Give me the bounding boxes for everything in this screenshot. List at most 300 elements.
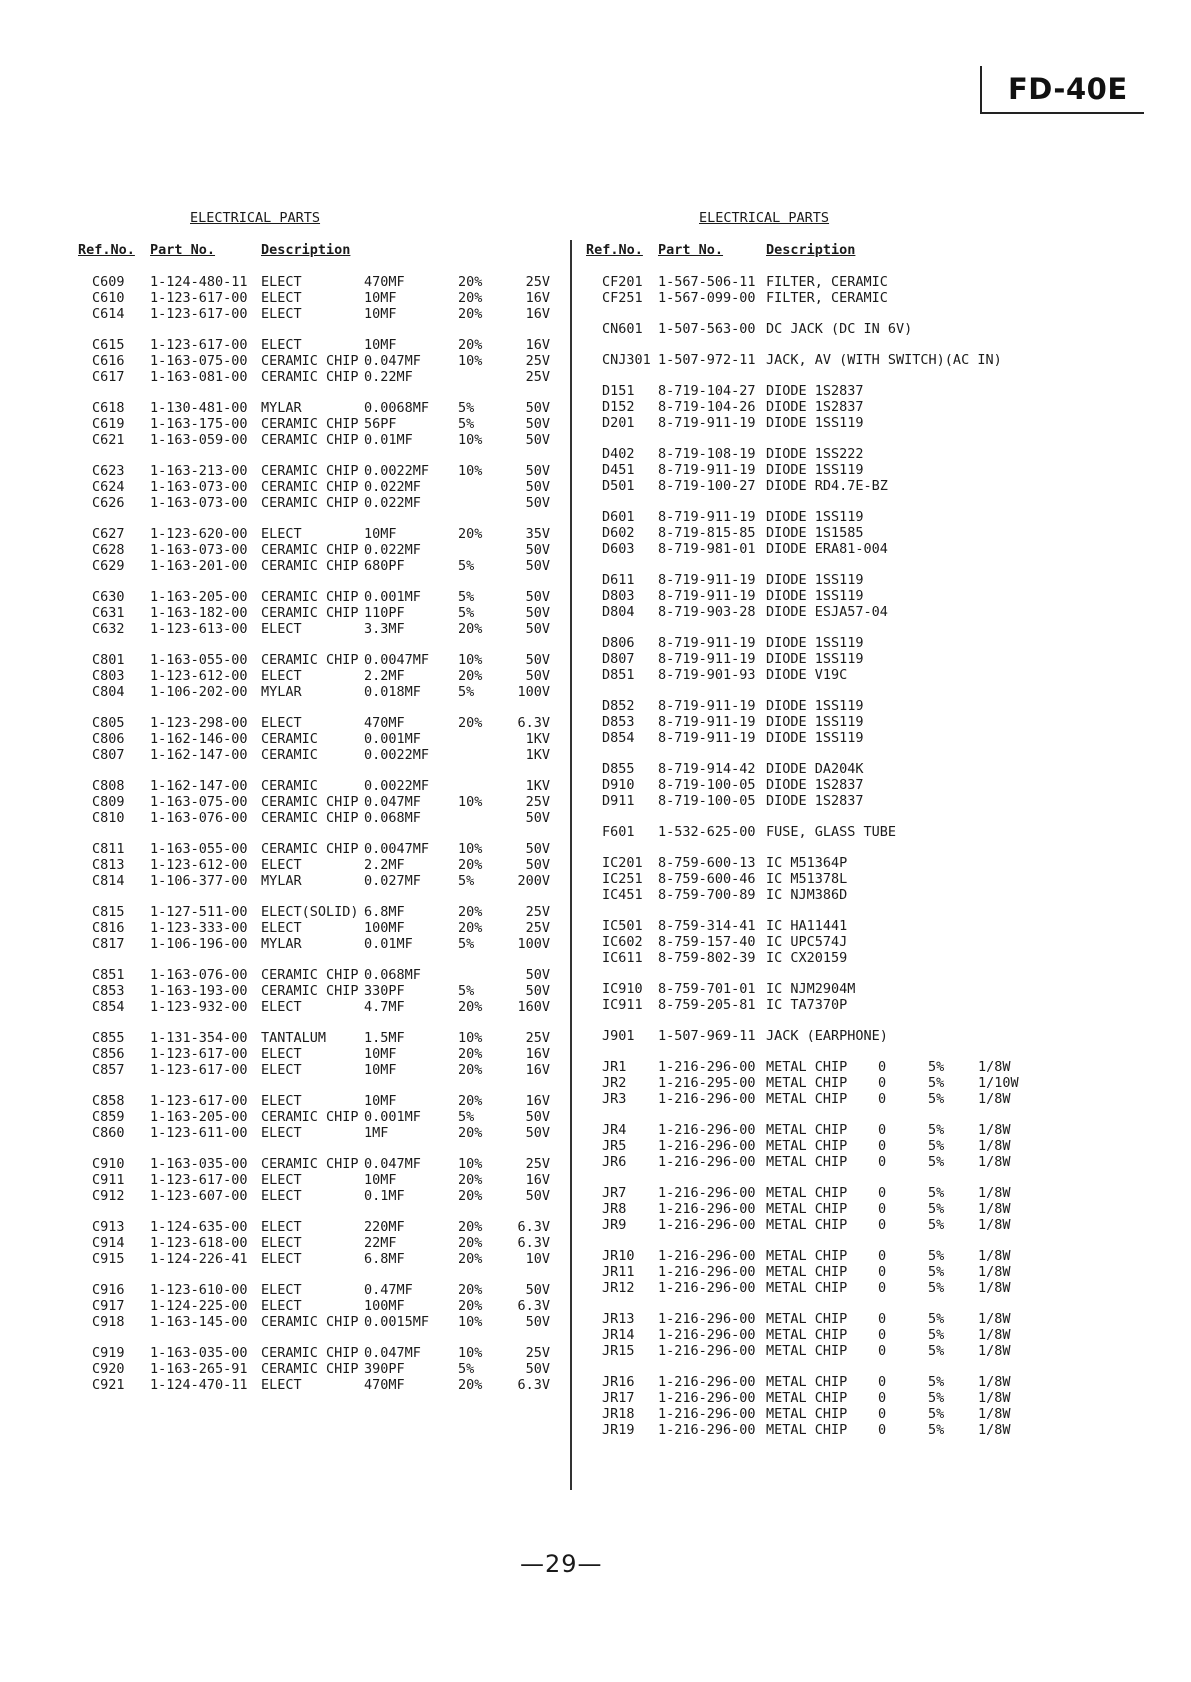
tolerance: 5% [928, 1374, 945, 1390]
part-no: 1-163-035-00 [150, 1156, 248, 1172]
ref-no: C617 [92, 369, 125, 385]
parts-row [78, 1251, 578, 1267]
right-parts-list [586, 274, 1126, 1453]
parts-group [586, 1374, 1126, 1438]
description: JACK, AV (WITH SWITCH)(AC IN) [766, 352, 1002, 368]
tolerance: 20% [458, 1251, 483, 1267]
part-no: 1-216-296-00 [658, 1264, 756, 1280]
tolerance: 20% [458, 1172, 483, 1188]
tolerance: 20% [458, 274, 483, 290]
part-no: 8-719-104-26 [658, 399, 756, 415]
voltage: 25V [525, 920, 550, 936]
part-no: 1-123-618-00 [150, 1235, 248, 1251]
ref-no: C629 [92, 558, 125, 574]
part-no: 8-719-911-19 [658, 698, 756, 714]
part-no: 1-123-613-00 [150, 621, 248, 637]
voltage: 100V [517, 936, 550, 952]
parts-group [586, 981, 1126, 1013]
ref-no: JR19 [602, 1422, 635, 1438]
voltage: 50V [525, 983, 550, 999]
part-no: 1-216-296-00 [658, 1374, 756, 1390]
parts-row [78, 479, 578, 495]
power: 1/8W [978, 1248, 1011, 1264]
tolerance: 5% [928, 1075, 945, 1091]
part-no: 1-123-620-00 [150, 526, 248, 542]
part-no: 8-719-911-19 [658, 509, 756, 525]
right-column-headers [586, 242, 1126, 262]
power: 1/8W [978, 1154, 1011, 1170]
parts-row [78, 1377, 578, 1393]
power: 1/8W [978, 1122, 1011, 1138]
tolerance: 20% [458, 1093, 483, 1109]
ref-no: C813 [92, 857, 125, 873]
description: CERAMIC CHIP [261, 652, 359, 668]
part-no: 1-216-296-00 [658, 1390, 756, 1406]
value: 10MF [364, 290, 397, 306]
tolerance: 5% [928, 1422, 945, 1438]
parts-row [78, 1156, 578, 1172]
tolerance: 5% [928, 1138, 945, 1154]
part-no: 1-216-296-00 [658, 1280, 756, 1296]
ref-no: C921 [92, 1377, 125, 1393]
voltage: 50V [525, 400, 550, 416]
part-no: 1-127-511-00 [150, 904, 248, 920]
part-no: 1-123-607-00 [150, 1188, 248, 1204]
description: DIODE 1SS119 [766, 415, 864, 431]
description: METAL CHIP [766, 1311, 848, 1327]
resistance: 0 [878, 1343, 887, 1359]
part-no: 8-759-157-40 [658, 934, 756, 950]
parts-row [586, 1406, 1126, 1422]
ref-no: C860 [92, 1125, 125, 1141]
parts-row [586, 399, 1126, 415]
power: 1/8W [978, 1327, 1011, 1343]
column-divider [570, 240, 572, 1490]
description: METAL CHIP [766, 1138, 848, 1154]
description: DIODE 1SS119 [766, 698, 864, 714]
ref-no: JR8 [602, 1201, 627, 1217]
description: DIODE 1SS222 [766, 446, 864, 462]
ref-no: D803 [602, 588, 635, 604]
part-no: 8-719-911-19 [658, 714, 756, 730]
part-no: 8-719-108-19 [658, 446, 756, 462]
description: ELECT [261, 1093, 302, 1109]
value: 680PF [364, 558, 405, 574]
part-no: 1-216-296-00 [658, 1138, 756, 1154]
description: DIODE 1SS119 [766, 462, 864, 478]
voltage: 1KV [525, 778, 550, 794]
part-no: 1-163-205-00 [150, 1109, 248, 1125]
value: 0.1MF [364, 1188, 405, 1204]
ref-no: C623 [92, 463, 125, 479]
part-no: 8-759-600-46 [658, 871, 756, 887]
parts-group [586, 509, 1126, 557]
description: ELECT [261, 274, 302, 290]
ref-no: C630 [92, 589, 125, 605]
parts-row [78, 1345, 578, 1361]
part-no: 8-719-903-28 [658, 604, 756, 620]
description: DIODE 1SS119 [766, 509, 864, 525]
description: IC NJM2904M [766, 981, 856, 997]
description: CERAMIC CHIP [261, 1361, 359, 1377]
parts-group [78, 967, 578, 1015]
tolerance: 5% [458, 1361, 475, 1377]
right-section-title: ELECTRICAL PARTS [699, 210, 830, 226]
value: 470MF [364, 715, 405, 731]
part-no: 1-163-073-00 [150, 542, 248, 558]
description: CERAMIC CHIP [261, 353, 359, 369]
voltage: 50V [525, 810, 550, 826]
description: CERAMIC CHIP [261, 369, 359, 385]
part-no: 8-719-911-19 [658, 651, 756, 667]
part-no: 1-163-076-00 [150, 967, 248, 983]
tolerance: 10% [458, 432, 483, 448]
description: CERAMIC CHIP [261, 542, 359, 558]
parts-group [586, 572, 1126, 620]
tolerance: 5% [928, 1390, 945, 1406]
voltage: 6.3V [517, 715, 550, 731]
description: DIODE 1SS119 [766, 651, 864, 667]
description-header: Description [261, 242, 351, 258]
ref-no: J901 [602, 1028, 635, 1044]
description: CERAMIC CHIP [261, 589, 359, 605]
description: METAL CHIP [766, 1422, 848, 1438]
parts-group [586, 1311, 1126, 1359]
ref-no: D611 [602, 572, 635, 588]
resistance: 0 [878, 1217, 887, 1233]
voltage: 50V [525, 668, 550, 684]
ref-no: C621 [92, 432, 125, 448]
voltage: 50V [525, 1109, 550, 1125]
value: 2.2MF [364, 668, 405, 684]
description: DIODE 1SS119 [766, 588, 864, 604]
part-no: 1-124-635-00 [150, 1219, 248, 1235]
parts-row [78, 1093, 578, 1109]
ref-no: C628 [92, 542, 125, 558]
value: 0.01MF [364, 432, 413, 448]
ref-no: D151 [602, 383, 635, 399]
ref-no: C858 [92, 1093, 125, 1109]
power: 1/8W [978, 1059, 1011, 1075]
value: 0.047MF [364, 353, 421, 369]
description: CERAMIC CHIP [261, 558, 359, 574]
parts-group [586, 824, 1126, 840]
part-no: 1-216-296-00 [658, 1185, 756, 1201]
voltage: 50V [525, 463, 550, 479]
parts-row [586, 1091, 1126, 1107]
tolerance: 10% [458, 353, 483, 369]
tolerance: 5% [928, 1185, 945, 1201]
ref-no: CNJ301 [602, 352, 651, 368]
description: ELECT [261, 1219, 302, 1235]
ref-no: C809 [92, 794, 125, 810]
parts-row [586, 918, 1126, 934]
description: IC HA11441 [766, 918, 848, 934]
parts-row [78, 967, 578, 983]
tolerance: 5% [928, 1311, 945, 1327]
value: 100MF [364, 920, 405, 936]
voltage: 50V [525, 542, 550, 558]
description: IC UPC574J [766, 934, 848, 950]
part-no: 8-719-911-19 [658, 415, 756, 431]
ref-no: C817 [92, 936, 125, 952]
part-no: 1-216-296-00 [658, 1248, 756, 1264]
description: METAL CHIP [766, 1075, 848, 1091]
tolerance: 5% [928, 1217, 945, 1233]
tolerance: 10% [458, 652, 483, 668]
description: ELECT [261, 1046, 302, 1062]
description: ELECT [261, 1251, 302, 1267]
ref-no: C808 [92, 778, 125, 794]
ref-no: D602 [602, 525, 635, 541]
tolerance: 20% [458, 1235, 483, 1251]
parts-row [78, 621, 578, 637]
parts-row [78, 999, 578, 1015]
voltage: 50V [525, 967, 550, 983]
part-no: 1-124-470-11 [150, 1377, 248, 1393]
description: ELECT [261, 526, 302, 542]
description: ELECT [261, 1125, 302, 1141]
part-no: 1-123-617-00 [150, 337, 248, 353]
ref-no: C910 [92, 1156, 125, 1172]
value: 0.068MF [364, 810, 421, 826]
resistance: 0 [878, 1280, 887, 1296]
voltage: 50V [525, 1188, 550, 1204]
part-no: 1-216-296-00 [658, 1311, 756, 1327]
parts-row [78, 1172, 578, 1188]
parts-group [78, 715, 578, 763]
ref-no: F601 [602, 824, 635, 840]
description: DIODE 1S2837 [766, 399, 864, 415]
voltage: 10V [525, 1251, 550, 1267]
value: 3.3MF [364, 621, 405, 637]
parts-group [586, 1248, 1126, 1296]
ref-no: D501 [602, 478, 635, 494]
description: METAL CHIP [766, 1059, 848, 1075]
ref-no: D201 [602, 415, 635, 431]
part-no: 1-163-182-00 [150, 605, 248, 621]
part-no: 1-216-296-00 [658, 1201, 756, 1217]
parts-group [78, 1282, 578, 1330]
tolerance: 20% [458, 1282, 483, 1298]
resistance: 0 [878, 1327, 887, 1343]
parts-group [586, 1028, 1126, 1044]
ref-no: JR12 [602, 1280, 635, 1296]
description: METAL CHIP [766, 1201, 848, 1217]
description: ELECT(SOLID) [261, 904, 359, 920]
voltage: 50V [525, 416, 550, 432]
ref-no: C803 [92, 668, 125, 684]
ref-no: JR14 [602, 1327, 635, 1343]
parts-row [586, 462, 1126, 478]
ref-no: C857 [92, 1062, 125, 1078]
description: FILTER, CERAMIC [766, 290, 888, 306]
parts-row [78, 1235, 578, 1251]
description: CERAMIC [261, 731, 318, 747]
tolerance: 5% [458, 605, 475, 621]
resistance: 0 [878, 1248, 887, 1264]
voltage: 1KV [525, 747, 550, 763]
part-no: 1-123-333-00 [150, 920, 248, 936]
part-no: 1-216-296-00 [658, 1327, 756, 1343]
description: ELECT [261, 857, 302, 873]
part-no: 1-163-175-00 [150, 416, 248, 432]
description: METAL CHIP [766, 1091, 848, 1107]
value: 1.5MF [364, 1030, 405, 1046]
voltage: 25V [525, 1156, 550, 1172]
ref-no: D851 [602, 667, 635, 683]
page-number: —29— [520, 1550, 603, 1578]
tolerance: 5% [928, 1406, 945, 1422]
description: DIODE 1S1585 [766, 525, 864, 541]
parts-row [586, 1422, 1126, 1438]
parts-row [78, 432, 578, 448]
ref-no: JR13 [602, 1311, 635, 1327]
parts-row [78, 652, 578, 668]
tolerance: 5% [458, 558, 475, 574]
parts-row [78, 857, 578, 873]
ref-no: C632 [92, 621, 125, 637]
parts-row [78, 306, 578, 322]
part-no: 8-759-701-01 [658, 981, 756, 997]
ref-no: C615 [92, 337, 125, 353]
part-no: 1-124-225-00 [150, 1298, 248, 1314]
power: 1/8W [978, 1185, 1011, 1201]
description: FILTER, CERAMIC [766, 274, 888, 290]
ref-no: IC602 [602, 934, 643, 950]
tolerance: 5% [928, 1264, 945, 1280]
description: CERAMIC CHIP [261, 432, 359, 448]
ref-no: C918 [92, 1314, 125, 1330]
value: 10MF [364, 526, 397, 542]
description: METAL CHIP [766, 1390, 848, 1406]
ref-no: JR17 [602, 1390, 635, 1406]
description: METAL CHIP [766, 1406, 848, 1422]
resistance: 0 [878, 1154, 887, 1170]
parts-group [586, 1122, 1126, 1170]
power: 1/8W [978, 1217, 1011, 1233]
part-no: 8-759-600-13 [658, 855, 756, 871]
description-header: Description [766, 242, 856, 258]
parts-row [586, 698, 1126, 714]
ref-no: D806 [602, 635, 635, 651]
value: 0.047MF [364, 1345, 421, 1361]
description: DIODE 1S2837 [766, 777, 864, 793]
part-no: 1-163-213-00 [150, 463, 248, 479]
parts-row [78, 668, 578, 684]
parts-group [586, 383, 1126, 431]
parts-row [78, 810, 578, 826]
parts-row [78, 542, 578, 558]
part-no: 1-162-147-00 [150, 778, 248, 794]
parts-row [78, 983, 578, 999]
parts-group [586, 761, 1126, 809]
value: 0.01MF [364, 936, 413, 952]
value: 0.0047MF [364, 841, 430, 857]
parts-row [586, 997, 1126, 1013]
parts-row [586, 793, 1126, 809]
part-no: 8-719-815-85 [658, 525, 756, 541]
parts-row [586, 604, 1126, 620]
part-no: 1-163-073-00 [150, 479, 248, 495]
parts-group [586, 446, 1126, 494]
part-no: 1-163-075-00 [150, 353, 248, 369]
description: ELECT [261, 621, 302, 637]
part-no: 1-123-617-00 [150, 1093, 248, 1109]
power: 1/8W [978, 1422, 1011, 1438]
resistance: 0 [878, 1264, 887, 1280]
part-no: 1-163-055-00 [150, 652, 248, 668]
ref-no: IC251 [602, 871, 643, 887]
part-no: 8-719-100-05 [658, 793, 756, 809]
part-no: 8-719-981-01 [658, 541, 756, 557]
tolerance: 20% [458, 290, 483, 306]
description: CERAMIC CHIP [261, 605, 359, 621]
description: JACK (EARPHONE) [766, 1028, 888, 1044]
parts-row [586, 1280, 1126, 1296]
part-no: 1-163-265-91 [150, 1361, 248, 1377]
description: ELECT [261, 715, 302, 731]
tolerance: 5% [928, 1327, 945, 1343]
power: 1/8W [978, 1390, 1011, 1406]
description: DIODE V19C [766, 667, 848, 683]
tolerance: 5% [928, 1201, 945, 1217]
tolerance: 20% [458, 1125, 483, 1141]
ref-no: C920 [92, 1361, 125, 1377]
parts-group [586, 855, 1126, 903]
ref-no: C911 [92, 1172, 125, 1188]
ref-no: JR5 [602, 1138, 627, 1154]
ref-no: CF251 [602, 290, 643, 306]
tolerance: 5% [458, 983, 475, 999]
parts-group [78, 337, 578, 385]
voltage: 25V [525, 274, 550, 290]
ref-no: C816 [92, 920, 125, 936]
ref-no: JR16 [602, 1374, 635, 1390]
tolerance: 20% [458, 1188, 483, 1204]
ref-no: C815 [92, 904, 125, 920]
parts-row [586, 950, 1126, 966]
ref-no: C914 [92, 1235, 125, 1251]
ref-no: D402 [602, 446, 635, 462]
parts-row [78, 495, 578, 511]
parts-row [78, 605, 578, 621]
value: 0.018MF [364, 684, 421, 700]
parts-row [78, 747, 578, 763]
parts-row [78, 353, 578, 369]
tolerance: 20% [458, 526, 483, 542]
value: 0.001MF [364, 731, 421, 747]
part-no: 1-131-354-00 [150, 1030, 248, 1046]
parts-row [586, 1154, 1126, 1170]
voltage: 35V [525, 526, 550, 542]
resistance: 0 [878, 1122, 887, 1138]
parts-row [78, 794, 578, 810]
part-no: 1-163-081-00 [150, 369, 248, 385]
ref-no: C616 [92, 353, 125, 369]
parts-group [78, 1030, 578, 1078]
part-no: 1-123-610-00 [150, 1282, 248, 1298]
parts-row [586, 446, 1126, 462]
part-no: 1-123-298-00 [150, 715, 248, 731]
part-no: 8-719-911-19 [658, 635, 756, 651]
tolerance: 20% [458, 1298, 483, 1314]
ref-no: D603 [602, 541, 635, 557]
voltage: 200V [517, 873, 550, 889]
description: ELECT [261, 1172, 302, 1188]
voltage: 16V [525, 1046, 550, 1062]
description: ELECT [261, 1282, 302, 1298]
